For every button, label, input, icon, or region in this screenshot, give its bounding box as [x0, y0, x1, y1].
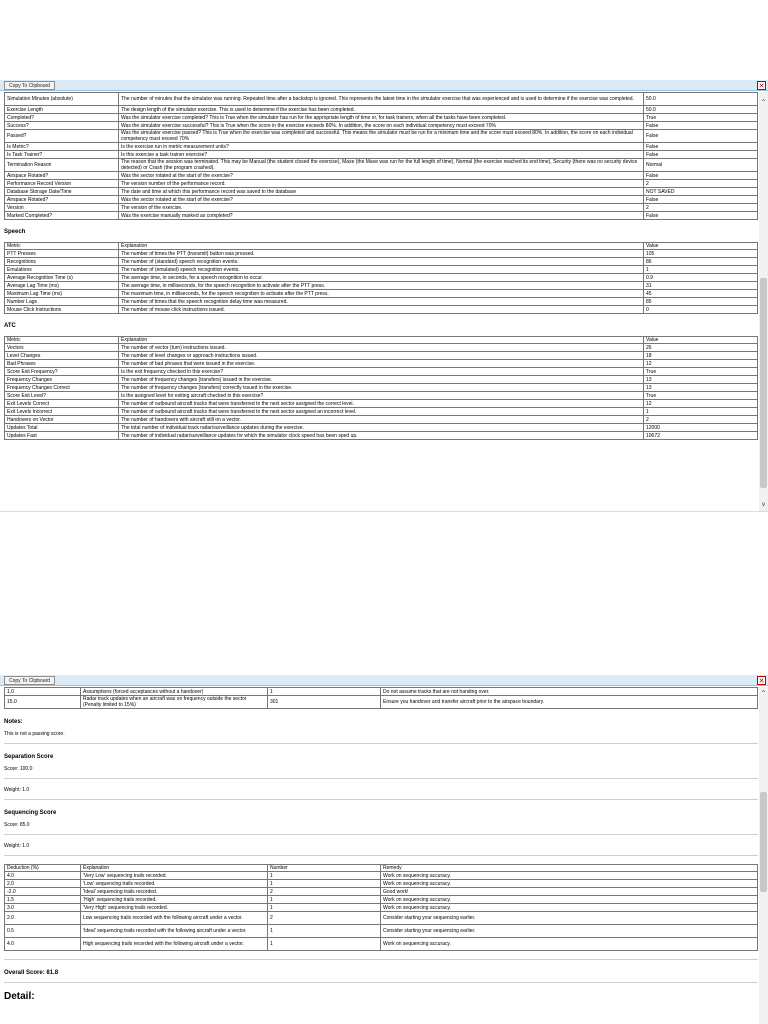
atc-section-title: ATC — [4, 323, 16, 329]
vertical-scrollbar[interactable] — [759, 92, 768, 511]
table-cell-deduction: 1.0 — [5, 688, 81, 696]
table-cell-explanation: The number of times that the speech recognition delay time was measured. — [119, 298, 644, 306]
table-header-row — [5, 243, 758, 250]
table-cell-value: 0.9 — [644, 274, 758, 282]
table-cell-explanation: 'Ideal' sequencing trails recorded. — [81, 888, 268, 896]
table-cell-metric: Frequency Changes Correct — [5, 384, 119, 392]
table-cell-value: 1 — [644, 408, 758, 416]
table-cell-value: 2 — [644, 204, 758, 212]
table-cell-remedy: Work on sequencing accuracy. — [381, 904, 758, 912]
table-cell-remedy: Consider starting your sequencing earlier. — [381, 912, 758, 925]
table-cell-number: 2 — [268, 888, 381, 896]
scroll-down-arrow-icon[interactable]: v — [761, 501, 766, 508]
table-cell-metric: Simulation Minutes (absolute) — [5, 93, 119, 106]
table-row — [5, 130, 758, 143]
table-cell-value: 2 — [644, 180, 758, 188]
table-row — [5, 888, 758, 896]
table-row — [5, 938, 758, 951]
table-cell-number: 1 — [268, 880, 381, 888]
column-header: Value — [644, 243, 758, 250]
table-cell-number: 1 — [268, 938, 381, 951]
table-cell-metric: Frequency Changes — [5, 376, 119, 384]
table-cell-deduction: 0.5 — [5, 925, 81, 938]
table-row — [5, 188, 758, 196]
table-cell-explanation: The average time, in seconds, for a speech recognition to occur. — [119, 274, 644, 282]
table-cell-explanation: Was the simulator exercise completed? This is True when the simulator has run for the appropriate length of time or, for task trainers, when all the tasks have been completed. — [119, 114, 644, 122]
table-cell-explanation: The number of frequency changes (transfers) issued in the exercise. — [119, 376, 644, 384]
panel-toolbar — [0, 80, 768, 91]
table-cell-deduction: 3.0 — [5, 904, 81, 912]
table-cell-number: 1 — [268, 688, 381, 696]
table-cell-remedy: Work on sequencing accuracy. — [381, 880, 758, 888]
table-row — [5, 424, 758, 432]
table-cell-metric: PTT Presses — [5, 250, 119, 258]
table-cell-metric: Mouse Click Instructions — [5, 306, 119, 314]
table-cell-value: False — [644, 122, 758, 130]
column-header: Remedy — [381, 865, 758, 872]
table-cell-value: 26 — [644, 344, 758, 352]
table-cell-metric: Updates Fast — [5, 432, 119, 440]
panel-content — [4, 687, 758, 1002]
sequencing-weight-value: Weight: 1.0 — [4, 843, 30, 849]
table-cell-value: 31 — [644, 282, 758, 290]
table-cell-explanation: The number of outbound aircraft tracks that were transferred to the next sector assigned the correct level. — [119, 400, 644, 408]
table-cell-explanation: Was the sector rotated at the start of the exercise? — [119, 172, 644, 180]
table-row — [5, 384, 758, 392]
table-cell-explanation: Was the simulator exercise passed? This is True when the exercise was completed and successful. This means the simulator must be run for a minimum time and the score must exceed 80%. In addition, the score on each individual competency must exceed 70% — [119, 130, 644, 143]
table-cell-explanation: Is the exercise run in metric measurement units? — [119, 143, 644, 151]
table-cell-explanation: Is the assigned level for exiting aircraft checked in this exercise? — [119, 392, 644, 400]
table-cell-metric: Average Lag Time (ms) — [5, 282, 119, 290]
table-row — [5, 368, 758, 376]
table-cell-explanation: High sequencing trails recorded with the following aircraft under a vector. — [81, 938, 268, 951]
table-cell-explanation: The number of outbound aircraft tracks that were transferred to the next sector assigned an incorrect level. — [119, 408, 644, 416]
table-cell-metric: Is Metric? — [5, 143, 119, 151]
table-cell-metric: Passed? — [5, 130, 119, 143]
table-cell-explanation: The version of the exercise. — [119, 204, 644, 212]
table-cell-explanation: 'Very Low' sequencing trails recorded. — [81, 872, 268, 880]
table-row — [5, 352, 758, 360]
table-cell-explanation: The date and time at which this performance record was saved to the database — [119, 188, 644, 196]
table-cell-remedy: Work on sequencing accuracy. — [381, 938, 758, 951]
sequencing-score-value: Score: 85.0 — [4, 822, 30, 828]
copy-to-clipboard-button[interactable]: Copy To Clipboard — [4, 676, 55, 685]
table-row — [5, 688, 758, 696]
table-row — [5, 258, 758, 266]
table-cell-explanation: 'Low' sequencing trails recorded. — [81, 880, 268, 888]
table-cell-metric: Vectors — [5, 344, 119, 352]
table-cell-explanation: The number of (standard) speech recognition events. — [119, 258, 644, 266]
table-row — [5, 180, 758, 188]
table-row — [5, 432, 758, 440]
table-row — [5, 274, 758, 282]
table-cell-explanation: The design length of the simulator exercise. This is used to determine if the exercise has been completed. — [119, 106, 644, 114]
table-row — [5, 360, 758, 368]
table-cell-deduction: 4.0 — [5, 872, 81, 880]
table-row — [5, 696, 758, 709]
divider — [4, 982, 758, 983]
table-cell-deduction: 2.0 — [5, 880, 81, 888]
table-cell-value: 2 — [644, 416, 758, 424]
table-cell-value: True — [644, 368, 758, 376]
table-cell-explanation: Low sequencing trails recorded with the following aircraft under a vector. — [81, 912, 268, 925]
table-row — [5, 416, 758, 424]
table-cell-explanation: 'Very High' sequencing trails recorded. — [81, 904, 268, 912]
column-header: Number — [268, 865, 381, 872]
divider — [4, 799, 758, 800]
table-row — [5, 172, 758, 180]
separation-score-value: Score: 100.0 — [4, 766, 33, 772]
table-cell-explanation: The number of times the PTT (transmit) button was pressed. — [119, 250, 644, 258]
table-cell-metric: Recognitions — [5, 258, 119, 266]
table-cell-number: 2 — [268, 912, 381, 925]
notes-text: This is not a passing score. — [4, 731, 65, 737]
divider — [4, 959, 758, 960]
table-cell-value: False — [644, 196, 758, 204]
table-cell-explanation: The number of minutes that the simulator was running. Repeated time after a backstop is ignored. This represents the latest time in the simulator exercise that was experienced and is used to determine if the exercise was completed. — [119, 93, 644, 106]
table-row — [5, 266, 758, 274]
table-row — [5, 196, 758, 204]
column-header: Explanation — [119, 337, 644, 344]
table-cell-value: 13 — [644, 376, 758, 384]
table-cell-metric: Exercise Length — [5, 106, 119, 114]
table-cell-explanation: The maximum time, in milliseconds, for the speech recognition to activate after the PTT press. — [119, 290, 644, 298]
table-cell-value: 12 — [644, 360, 758, 368]
table-cell-metric: Bad Phrases — [5, 360, 119, 368]
close-icon[interactable]: ✕ — [758, 82, 765, 90]
table-cell-value: Normal — [644, 159, 758, 172]
table-cell-explanation: The number of level changes or approach instructions issued. — [119, 352, 644, 360]
sequencing-deduction-table — [4, 864, 758, 951]
table-cell-metric: Database Storage Date/Time — [5, 188, 119, 196]
table-cell-value: 85 — [644, 298, 758, 306]
scroll-thumb[interactable] — [760, 792, 767, 892]
table-row — [5, 282, 758, 290]
deduction-table-continued — [4, 687, 758, 709]
table-cell-remedy: Work on sequencing accuracy. — [381, 872, 758, 880]
table-cell-deduction: 15.0 — [5, 696, 81, 709]
table-cell-value: NOT SAVED — [644, 188, 758, 196]
divider — [4, 834, 758, 835]
table-row — [5, 872, 758, 880]
panel-content — [4, 92, 758, 440]
table-cell-explanation: The number of bad phrases that were issued in the exercise. — [119, 360, 644, 368]
table-cell-value: False — [644, 143, 758, 151]
speech-section-title: Speech — [4, 229, 26, 235]
table-row — [5, 344, 758, 352]
table-cell-explanation: The number of handovers with aircraft still on a vector. — [119, 416, 644, 424]
table-cell-value: 10672 — [644, 432, 758, 440]
table-cell-metric: Termination Reason — [5, 159, 119, 172]
table-cell-metric: Score Exit Level? — [5, 392, 119, 400]
table-cell-metric: Airspace Rotated? — [5, 172, 119, 180]
table-cell-deduction: 1.5 — [5, 896, 81, 904]
divider — [4, 778, 758, 779]
table-cell-number: 1 — [268, 904, 381, 912]
table-row — [5, 212, 758, 220]
table-row — [5, 306, 758, 314]
table-cell-number: 1 — [268, 925, 381, 938]
table-cell-metric: Success? — [5, 122, 119, 130]
overall-score: Overall Score: 81.8 — [4, 970, 59, 976]
table-cell-metric: Average Recognition Time (s) — [5, 274, 119, 282]
column-header: Explanation — [81, 865, 268, 872]
table-row — [5, 250, 758, 258]
table-cell-metric: Version — [5, 204, 119, 212]
performance-panel-top — [0, 80, 768, 512]
table-row — [5, 925, 758, 938]
table-cell-number: 1 — [268, 896, 381, 904]
table-cell-explanation: The number of (emulated) speech recognition events. — [119, 266, 644, 274]
table-cell-value: 13 — [644, 384, 758, 392]
column-header: Value — [644, 337, 758, 344]
table-row — [5, 204, 758, 212]
table-cell-explanation: Radar track updates when an aircraft was on frequency outside the sector (Penalty limited to 15%) — [81, 696, 268, 709]
table-row — [5, 93, 758, 106]
table-cell-remedy: Do not assume tracks that are not handing over. — [381, 688, 758, 696]
sequencing-score-title: Sequencing Score — [4, 810, 57, 816]
table-cell-explanation: The number of individual radar/surveillance updates for which the simulator clock speed has been sped up. — [119, 432, 644, 440]
table-cell-value: 105 — [644, 250, 758, 258]
table-row — [5, 106, 758, 114]
table-cell-remedy: Work on sequencing accuracy. — [381, 896, 758, 904]
table-cell-explanation: Is the exit frequency checked in this exercise? — [119, 368, 644, 376]
table-cell-metric: Level Changes — [5, 352, 119, 360]
column-header: Metric — [5, 243, 119, 250]
table-row — [5, 400, 758, 408]
table-cell-value: True — [644, 392, 758, 400]
table-row — [5, 122, 758, 130]
table-cell-metric: Emulations — [5, 266, 119, 274]
separation-weight-value: Weight: 1.0 — [4, 787, 30, 793]
table-cell-metric: Maximum Lag Time (ms) — [5, 290, 119, 298]
table-cell-metric: Exit Levels Correct — [5, 400, 119, 408]
table-cell-explanation: The total number of individual track radar/surveillance updates during the exercise. — [119, 424, 644, 432]
scroll-thumb[interactable] — [760, 278, 767, 488]
table-cell-explanation: The number of frequency changes (transfers) correctly issued in the exercise. — [119, 384, 644, 392]
divider — [4, 855, 758, 856]
table-row — [5, 912, 758, 925]
table-cell-value: 50.0 — [644, 93, 758, 106]
table-cell-deduction: 4.0 — [5, 938, 81, 951]
table-row — [5, 408, 758, 416]
divider — [4, 743, 758, 744]
table-row — [5, 392, 758, 400]
table-cell-remedy: Consider starting your sequencing earlier. — [381, 925, 758, 938]
table-cell-explanation: Assumptions (forced acceptances without a handover) — [81, 688, 268, 696]
table-cell-metric: Updates Total — [5, 424, 119, 432]
table-header-row — [5, 865, 758, 872]
copy-to-clipboard-button[interactable]: Copy To Clipboard — [4, 81, 55, 90]
table-cell-metric: Completed? — [5, 114, 119, 122]
table-cell-value: 86 — [644, 258, 758, 266]
panel-toolbar — [0, 675, 768, 686]
column-header: Deduction (%) — [5, 865, 81, 872]
table-cell-metric: Marked Completed? — [5, 212, 119, 220]
table-row — [5, 376, 758, 384]
table-cell-value: False — [644, 212, 758, 220]
column-header: Explanation — [119, 243, 644, 250]
table-cell-value: 18 — [644, 352, 758, 360]
table-cell-value: True — [644, 114, 758, 122]
column-header: Metric — [5, 337, 119, 344]
close-icon[interactable]: ✕ — [758, 677, 765, 685]
scroll-up-arrow-icon[interactable]: ^ — [760, 690, 767, 697]
table-cell-value: False — [644, 151, 758, 159]
table-row — [5, 159, 758, 172]
table-cell-remedy: Good work! — [381, 888, 758, 896]
table-row — [5, 114, 758, 122]
table-cell-value: 1 — [644, 266, 758, 274]
table-cell-explanation: Was the exercise manually marked as completed? — [119, 212, 644, 220]
table-cell-metric: Airspace Rotated? — [5, 196, 119, 204]
table-cell-metric: Performance Record Version — [5, 180, 119, 188]
table-cell-value: 45 — [644, 290, 758, 298]
table-cell-number: 1 — [268, 872, 381, 880]
table-cell-value: False — [644, 172, 758, 180]
table-cell-explanation: Was the simulator exercise successful? This is True when the score in the exercise exceeds 80%. In addition, the score on each individual competency must exceed 70% — [119, 122, 644, 130]
table-row — [5, 143, 758, 151]
table-cell-explanation: The reason that the session was terminated. This may be Manual (the student closed the exercise), Maxe (the Maxe was run for the full length of time), Normal (the exercise reached its end time), Security (there was no security device detected) or Crash (the program crashed). — [119, 159, 644, 172]
separation-score-title: Separation Score — [4, 754, 54, 760]
scroll-up-arrow-icon[interactable]: ^ — [760, 99, 767, 106]
table-row — [5, 904, 758, 912]
table-cell-explanation: Was the sector rotated at the start of the exercise? — [119, 196, 644, 204]
table-cell-deduction: -2.0 — [5, 888, 81, 896]
table-cell-explanation: 'Ideal' sequencing trails recorded with the following aircraft under a vector. — [81, 925, 268, 938]
table-cell-explanation: 'High' sequencing trails recorded. — [81, 896, 268, 904]
table-row — [5, 880, 758, 888]
table-row — [5, 151, 758, 159]
table-cell-metric: Exit Levels Incorrect — [5, 408, 119, 416]
table-row — [5, 290, 758, 298]
table-cell-remedy: Ensure you handover and transfer aircraft prior to the airspace boundary. — [381, 696, 758, 709]
speech-table — [4, 242, 758, 314]
table-cell-value: 0 — [644, 306, 758, 314]
table-cell-deduction: 2.0 — [5, 912, 81, 925]
table-row — [5, 298, 758, 306]
table-cell-value: 50.0 — [644, 106, 758, 114]
table-cell-metric: Handovers on Vector — [5, 416, 119, 424]
vertical-scrollbar[interactable] — [759, 687, 768, 1024]
atc-table — [4, 336, 758, 440]
notes-label: Notes: — [4, 719, 23, 725]
table-header-row — [5, 337, 758, 344]
table-cell-value: False — [644, 130, 758, 143]
detail-heading: Detail: — [4, 991, 35, 1002]
table-cell-number: 301 — [268, 696, 381, 709]
table-cell-metric: Is Task Trainer? — [5, 151, 119, 159]
table-cell-explanation: The number of mouse click instructions issued. — [119, 306, 644, 314]
table-cell-explanation: The version number of the performance record. — [119, 180, 644, 188]
performance-panel-bottom — [0, 675, 768, 1024]
summary-table — [4, 92, 758, 220]
table-cell-explanation: The average time, in milliseconds, for the speech recognition to activate after the PTT press. — [119, 282, 644, 290]
table-cell-explanation: Is this exercise a task trainer exercise? — [119, 151, 644, 159]
table-cell-value: 12000 — [644, 424, 758, 432]
table-cell-metric: Number Lags — [5, 298, 119, 306]
table-cell-value: 12 — [644, 400, 758, 408]
table-cell-explanation: The number of vector (turn) instructions issued. — [119, 344, 644, 352]
table-cell-metric: Score Exit Frequency? — [5, 368, 119, 376]
table-row — [5, 896, 758, 904]
